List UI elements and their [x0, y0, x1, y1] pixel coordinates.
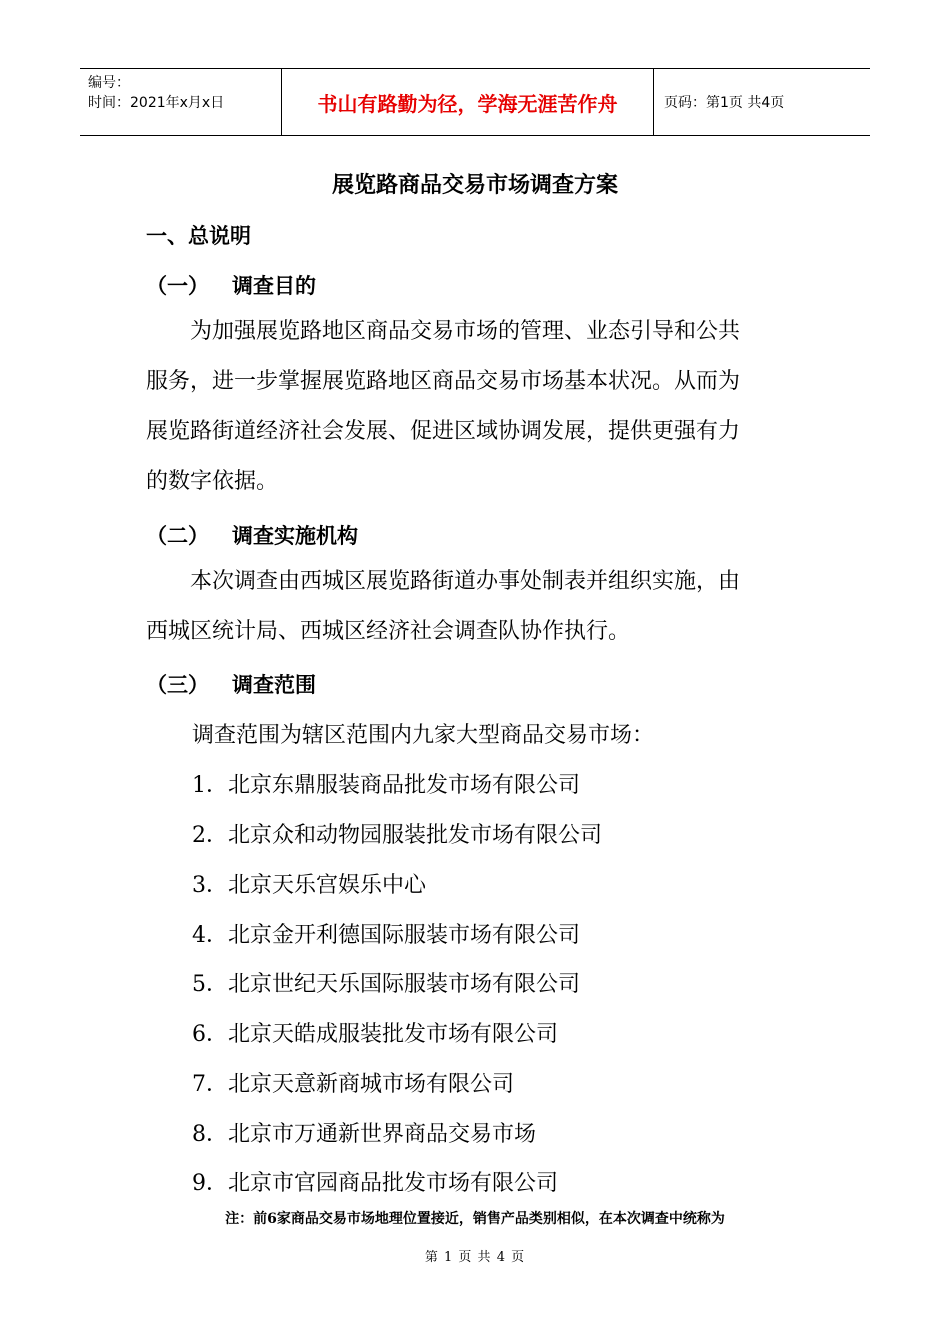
paragraph-line: 的数字依据。	[146, 469, 279, 494]
time-label: 时间：2021年x月x日	[88, 95, 225, 111]
paragraph-line: 为加强展览路地区商品交易市场的管理、业态引导和公共	[190, 319, 741, 344]
subsection-title: 调查实施机构	[232, 524, 358, 548]
paragraph-purpose	[146, 307, 796, 507]
list-item: 4．北京金开利德国际服装市场有限公司	[192, 923, 580, 948]
list-item: 2．北京众和动物园服装批发市场有限公司	[192, 823, 602, 848]
number-label: 编号：	[88, 75, 130, 91]
subsection-number: （二）	[146, 524, 209, 548]
footnote: 注：前6家商品交易市场地理位置接近，销售产品类别相似，在本次调查中统称为	[225, 1211, 725, 1227]
paragraph-line: 服务，进一步掌握展览路地区商品交易市场基本状况。从而为	[146, 369, 741, 394]
paragraph-line: 展览路街道经济社会发展、促进区域协调发展，提供更强有力	[146, 419, 741, 444]
document-title: 展览路商品交易市场调查方案	[331, 173, 618, 198]
list-item: 5．北京世纪天乐国际服装市场有限公司	[192, 972, 580, 997]
subsection-title: 调查范围	[232, 673, 316, 697]
list-item: 7．北京天意新商城市场有限公司	[192, 1072, 514, 1097]
subsection-heading-agency	[146, 520, 358, 550]
header-page-label: 页码：第1页 共4页	[664, 95, 785, 111]
header-table	[80, 68, 870, 136]
list-item: 6．北京天皓成服装批发市场有限公司	[192, 1022, 558, 1047]
paragraph-line: 西城区统计局、西城区经济社会调查队协作执行。	[146, 619, 631, 644]
subsection-heading-purpose	[146, 270, 316, 300]
page-footer: 第 1 页 共 4 页	[424, 1250, 526, 1265]
scope-intro: 调查范围为辖区范围内九家大型商品交易市场：	[192, 723, 655, 748]
section-heading-overview: 一、总说明	[146, 224, 251, 248]
list-item: 3．北京天乐宫娱乐中心	[192, 873, 426, 898]
list-item: 9．北京市官园商品批发市场有限公司	[192, 1171, 558, 1196]
header-motto: 书山有路勤为径，学海无涯苦作舟	[282, 69, 654, 135]
paragraph-line: 本次调查由西城区展览路街道办事处制表并组织实施，由	[190, 569, 741, 594]
list-item: 8．北京市万通新世界商品交易市场	[192, 1122, 536, 1147]
subsection-heading-scope	[146, 669, 316, 699]
paragraph-agency	[146, 557, 796, 657]
subsection-number: （一）	[146, 274, 209, 298]
list-item: 1．北京东鼎服装商品批发市场有限公司	[192, 773, 580, 798]
header-meta-cell	[80, 69, 282, 135]
subsection-title: 调查目的	[232, 274, 316, 298]
subsection-number: （三）	[146, 673, 209, 697]
